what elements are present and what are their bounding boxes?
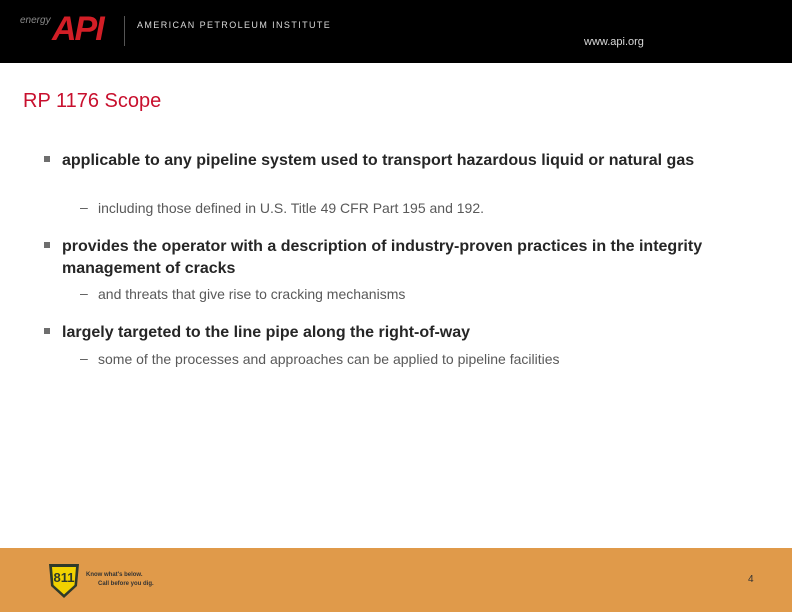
bullet-text: provides the operator with a description of industry-proven practices in the integrity management of cracks [62, 238, 703, 277]
sub-bullet-text: and threats that give rise to cracking mechanisms [98, 286, 406, 302]
api-logo: API [52, 10, 103, 48]
page-number: 4 [748, 574, 754, 585]
bullet-square-icon [44, 242, 50, 248]
call-811-logo [46, 560, 82, 600]
sub-bullet-text: some of the processes and approaches can be applied to pipeline facilities [98, 351, 560, 367]
logo-divider [124, 16, 125, 46]
slide-title: RP 1176 Scope [23, 90, 162, 112]
bullet-square-icon [44, 328, 50, 334]
sub-bullet-dash: – [80, 199, 88, 215]
logo-811-text: 811 [53, 570, 75, 585]
bullet-text: applicable to any pipeline system used to transport hazardous liquid or natural gas [62, 152, 695, 169]
footer-bar [0, 548, 792, 612]
tagline-line-1: Know what's below. [86, 572, 143, 578]
website-url: www.api.org [584, 36, 644, 48]
header-bar [0, 0, 792, 63]
bullet-text: largely targeted to the line pipe along the right-of-way [62, 324, 471, 341]
tagline-line-2: Call before you dig. [98, 581, 154, 587]
sub-bullet-text: including those defined in U.S. Title 49 CFR Part 195 and 192. [98, 200, 485, 216]
energy-wordmark: energy [20, 15, 51, 26]
organization-name: AMERICAN PETROLEUM INSTITUTE [137, 20, 332, 30]
bullet-square-icon [44, 156, 50, 162]
sub-bullet-dash: – [80, 350, 88, 366]
sub-bullet-dash: – [80, 285, 88, 301]
